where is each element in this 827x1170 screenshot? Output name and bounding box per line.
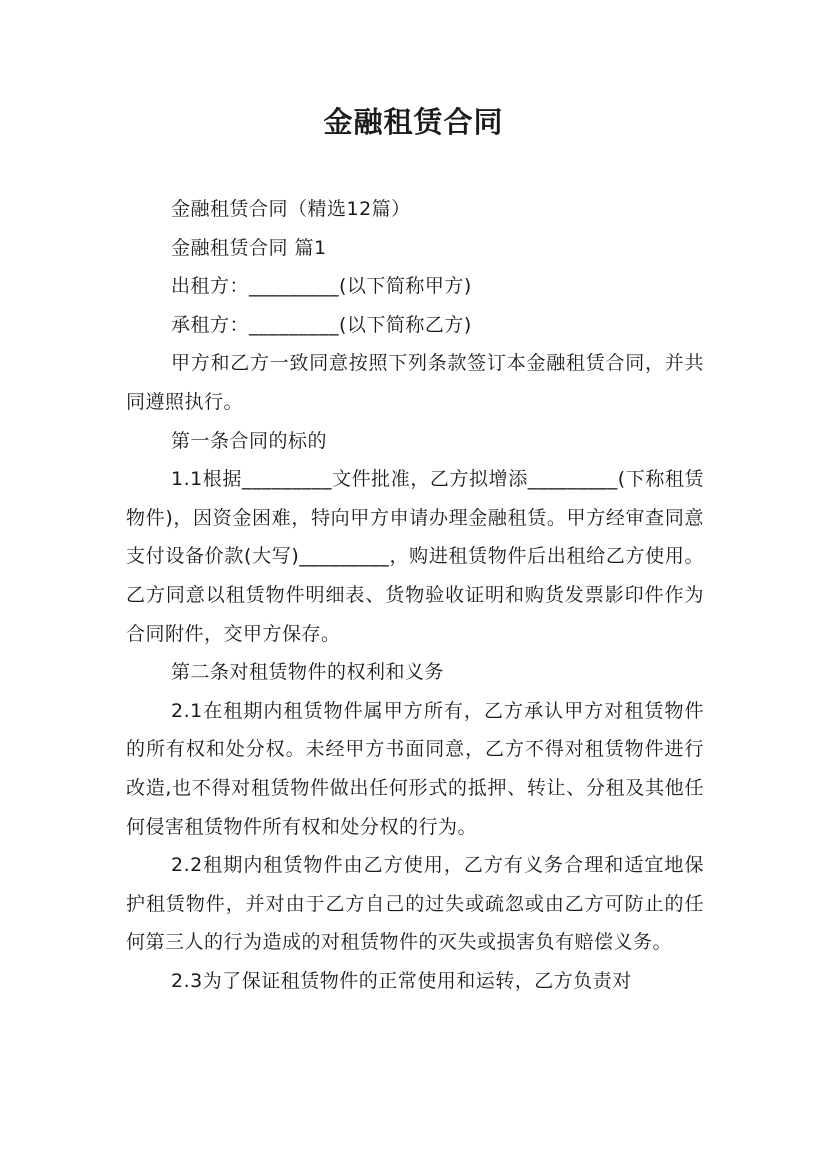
- paragraph-section-heading: 金融租赁合同 篇1: [171, 236, 327, 259]
- paragraph-clause-2-2: 2.2租期内租赁物件由乙方使用，乙方有义务合理和适宜地保护租赁物件，并对由于乙方自己的过失或疏忽或由乙方可防止的任何第三人的行为造成的对租赁物件的灭失或损害负有赔偿义务。: [126, 854, 704, 954]
- paragraph-agreement: 甲方和乙方一致同意按照下列条款签订本金融租赁合同，并共同遵照执行。: [126, 352, 704, 413]
- paragraph-lessor: 出租方：_________(以下简称甲方): [171, 275, 472, 298]
- document-body: [126, 190, 704, 1000]
- paragraph-article-1-heading: 第一条合同的标的: [171, 429, 328, 452]
- paragraph-clause-1-1: 1.1根据_________文件批准，乙方拟增添_________(下称租赁物件)，因资金困难，特向甲方申请办理金融租赁。甲方经审查同意支付设备价款(大写)_________，购进租赁物件后出租给乙方使用。乙方同意以租赁物件明细表、货物验收证明和购货发票影印件作为合同附件，交甲方保存。: [126, 468, 704, 645]
- paragraph-lessee: 承租方：_________(以下简称乙方): [171, 313, 472, 336]
- paragraph-clause-2-1: 2.1在租期内租赁物件属甲方所有，乙方承认甲方对租赁物件的所有权和处分权。未经甲方书面同意，乙方不得对租赁物件进行改造,也不得对租赁物件做出任何形式的抵押、转让、分租及其他任何侵害租赁物件所有权和处分权的行为。: [126, 699, 704, 838]
- paragraph-subtitle: 金融租赁合同（精选12篇）: [171, 198, 411, 220]
- paragraph-article-2-heading: 第二条对租赁物件的权利和义务: [171, 661, 445, 684]
- paragraph-clause-2-3: 2.3为了保证租赁物件的正常使用和运转，乙方负责对: [171, 969, 632, 992]
- document-title: 金融租赁合同: [323, 105, 504, 139]
